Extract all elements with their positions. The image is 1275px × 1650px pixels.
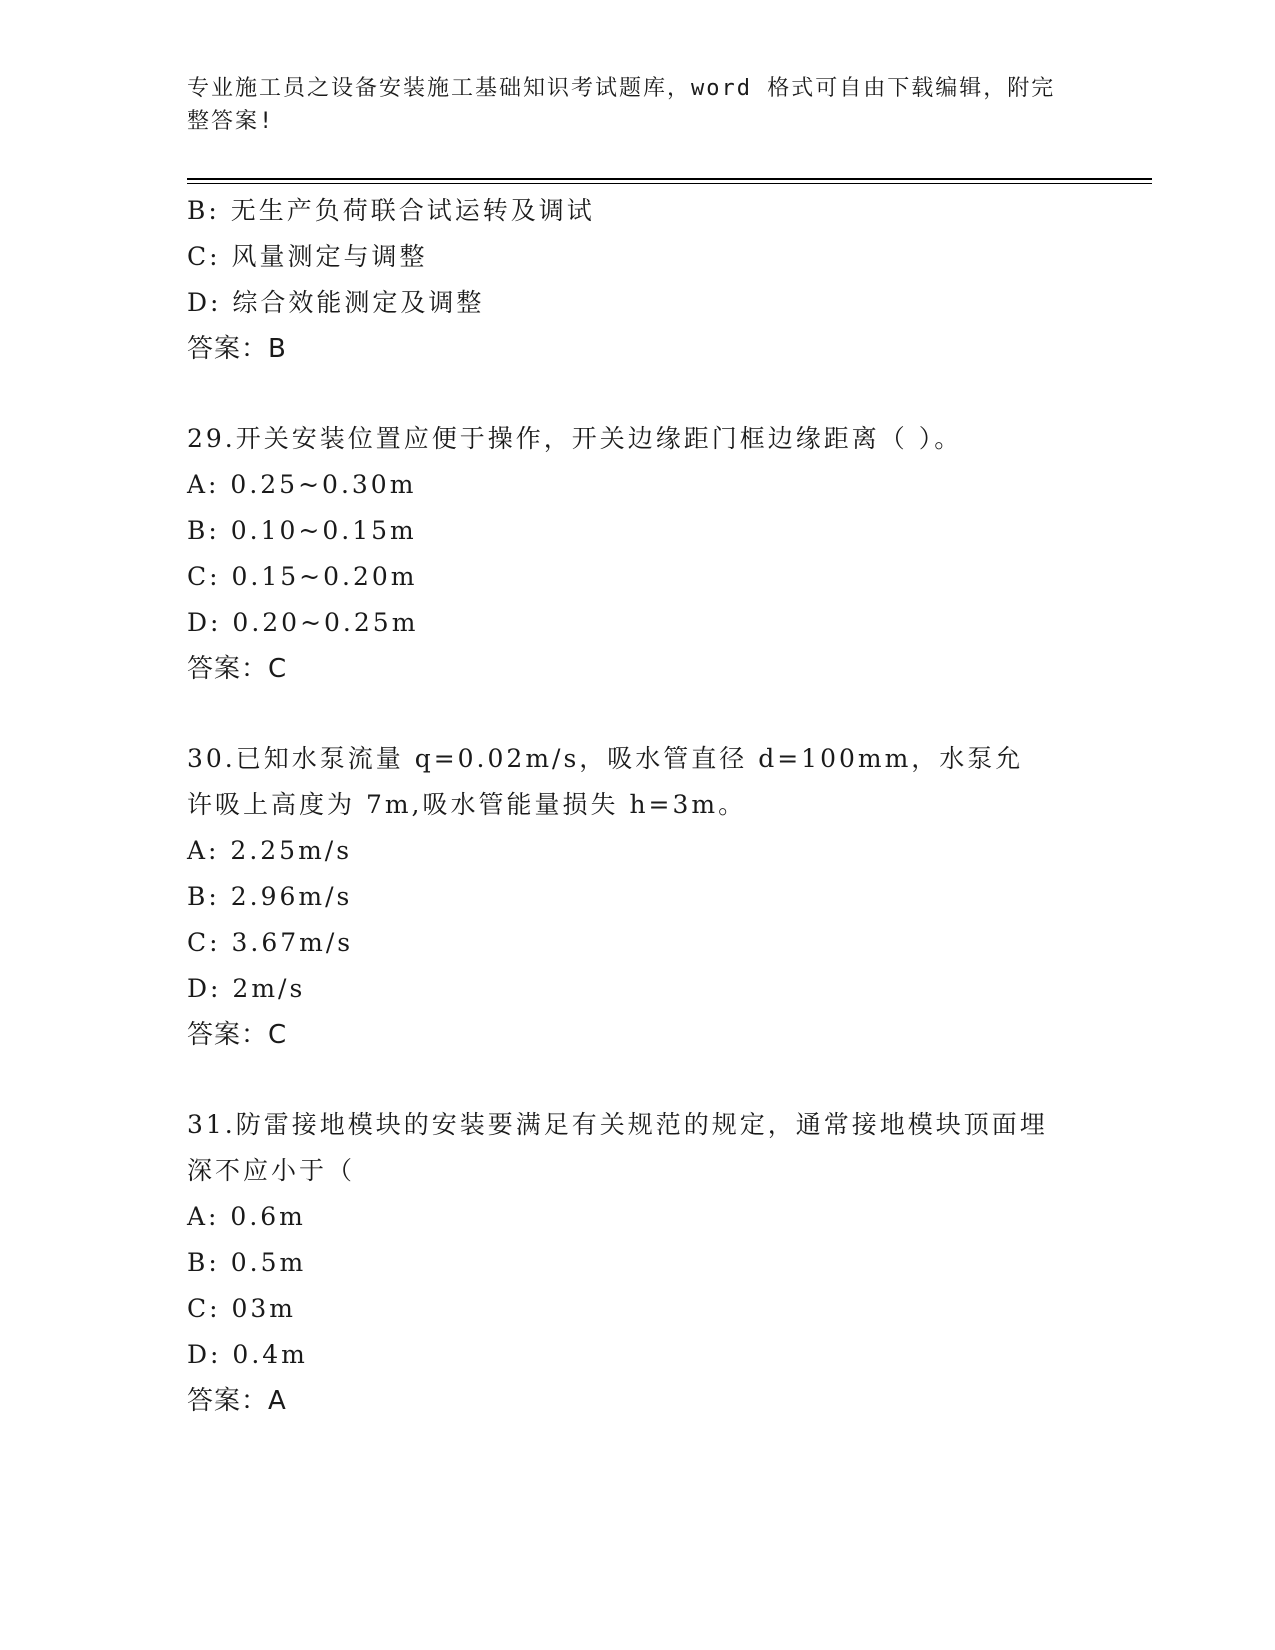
option-c: C: 0.15~0.20m — [187, 562, 418, 591]
document-header: 专业施工员之设备安装施工基础知识考试题库，word 格式可自由下载编辑，附完整答案! — [187, 76, 1056, 134]
question-stem: 30.已知水泵流量 q=0.02m/s，吸水管直径 d=100mm，水泵允许吸上高度为 7m,吸水管能量损失 h=3m。 — [187, 744, 1024, 819]
option-b: B: 2.96m/s — [187, 882, 353, 911]
question-block-29 — [187, 416, 1087, 692]
question-stem: 31.防雷接地模块的安装要满足有关规范的规定，通常接地模块顶面埋深不应小于（ — [187, 1110, 1048, 1185]
question-stem: 29.开关安装位置应便于操作，开关边缘距门框边缘距离（ ）。 — [187, 424, 963, 453]
option-a: A: 2.25m/s — [187, 836, 353, 865]
option-a: A: 0.6m — [187, 1202, 306, 1231]
option-d: D: 0.20~0.25m — [187, 608, 419, 637]
answer-line: 答案：A — [187, 1386, 287, 1416]
header-rule-thin — [187, 183, 1152, 184]
option-b: B: 无生产负荷联合试运转及调试 — [187, 196, 595, 225]
option-d: D: 2m/s — [187, 974, 306, 1003]
option-c: C: 3.67m/s — [187, 928, 354, 957]
question-block-31 — [187, 1102, 1087, 1424]
question-block-28 — [187, 188, 1087, 372]
spacer — [187, 692, 1087, 736]
option-d: D: 0.4m — [187, 1340, 308, 1369]
spacer — [187, 1058, 1087, 1102]
option-b: B: 0.10~0.15m — [187, 516, 417, 545]
answer-line: 答案：C — [187, 1020, 288, 1050]
question-block-30 — [187, 736, 1087, 1058]
header-rule-thick — [187, 178, 1152, 180]
exam-content — [187, 188, 1087, 1424]
answer-line: 答案：C — [187, 654, 288, 684]
option-c: C: 03m — [187, 1294, 297, 1323]
option-b: B: 0.5m — [187, 1248, 307, 1277]
answer-line: 答案：B — [187, 334, 287, 364]
option-a: A: 0.25~0.30m — [187, 470, 417, 499]
option-d: D: 综合效能测定及调整 — [187, 288, 485, 317]
spacer — [187, 372, 1087, 416]
option-c: C: 风量测定与调整 — [187, 242, 428, 271]
